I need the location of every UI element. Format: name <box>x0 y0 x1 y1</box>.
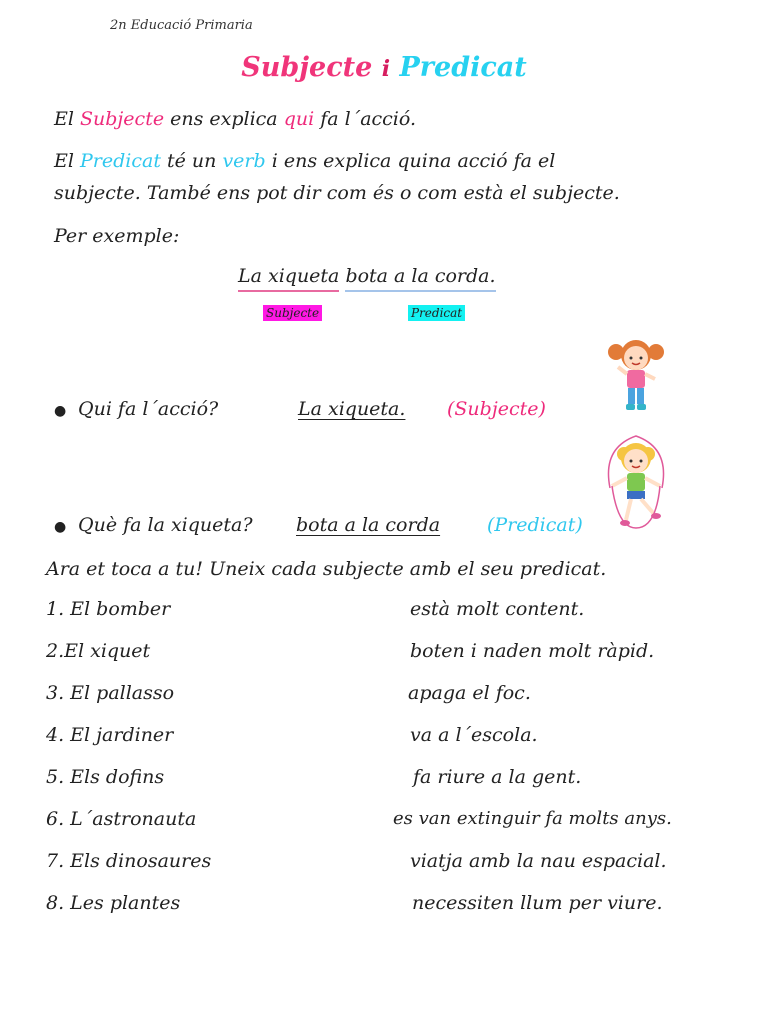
exercise-instruction: Ara et toca a tu! Uneix cada subjecte amb el seu predicat. <box>46 558 607 580</box>
title-subject: Subjecte <box>241 52 373 83</box>
title-predicate: Predicat <box>399 52 527 83</box>
question-row-1 <box>54 398 66 420</box>
title-connector: i <box>381 56 391 82</box>
exercise-subject: 5. Els dofins <box>46 766 165 788</box>
question-row-2 <box>54 514 66 536</box>
intro-text: ens explica <box>164 108 284 130</box>
exercise-predicate: fa riure a la gent. <box>413 766 582 788</box>
subject-keyword: Subjecte <box>80 108 165 130</box>
question-1-answer: La xiqueta. <box>298 398 406 420</box>
bullet-icon: ● <box>54 403 67 419</box>
question-1-text: Qui fa l´acció? <box>78 398 219 420</box>
question-2-text: Què fa la xiqueta? <box>78 514 253 536</box>
intro-text: El <box>54 150 80 172</box>
example-subject: La xiqueta <box>238 265 339 292</box>
exercise-subject: 3. El pallasso <box>46 682 175 704</box>
intro-line-1 <box>54 108 416 130</box>
intro-line-2 <box>54 150 555 172</box>
predicate-tag: Predicat <box>408 305 465 321</box>
who-keyword: qui <box>283 108 315 130</box>
intro-text: té un <box>160 150 223 172</box>
intro-text: fa l´acció. <box>314 108 417 130</box>
exercise-predicate: necessiten llum per viure. <box>412 892 663 914</box>
exercise-predicate: apaga el foc. <box>408 682 531 704</box>
girl-jumping-rope-icon <box>598 428 674 534</box>
girl-icon <box>606 335 668 415</box>
exercise-predicate: està molt content. <box>410 598 585 620</box>
exercise-subject: 7. Els dinosaures <box>46 850 212 872</box>
intro-text: i ens explica quina acció fa el <box>265 150 556 172</box>
exercise-subject: 8. Les plantes <box>46 892 181 914</box>
predicate-keyword: Predicat <box>80 150 161 172</box>
exercise-subject: 2.El xiquet <box>46 640 151 662</box>
exercise-predicate: boten i naden molt ràpid. <box>410 640 655 662</box>
exercise-subject: 1. El bomber <box>46 598 171 620</box>
exercise-predicate: es van extinguir fa molts anys. <box>393 808 672 829</box>
intro-line-4: Per exemple: <box>54 225 180 247</box>
intro-line-3: subjecte. També ens pot dir com és o com està el subjecte. <box>54 182 620 204</box>
page-title <box>0 52 768 83</box>
exercise-subject: 6. L´astronauta <box>46 808 197 830</box>
exercise-predicate: va a l´escola. <box>410 724 538 746</box>
bullet-icon: ● <box>54 519 67 535</box>
question-1-label: (Subjecte) <box>447 398 546 420</box>
question-2-answer: bota a la corda <box>296 514 441 536</box>
page-header: 2n Educació Primaria <box>110 18 253 33</box>
exercise-predicate: viatja amb la nau espacial. <box>410 850 667 872</box>
example-sentence <box>238 265 496 287</box>
subject-tag: Subjecte <box>263 305 322 321</box>
question-2-label: (Predicat) <box>487 514 583 536</box>
verb-keyword: verb <box>222 150 266 172</box>
exercise-subject: 4. El jardiner <box>46 724 174 746</box>
example-predicate: bota a la corda. <box>345 265 495 292</box>
intro-text: El <box>54 108 80 130</box>
